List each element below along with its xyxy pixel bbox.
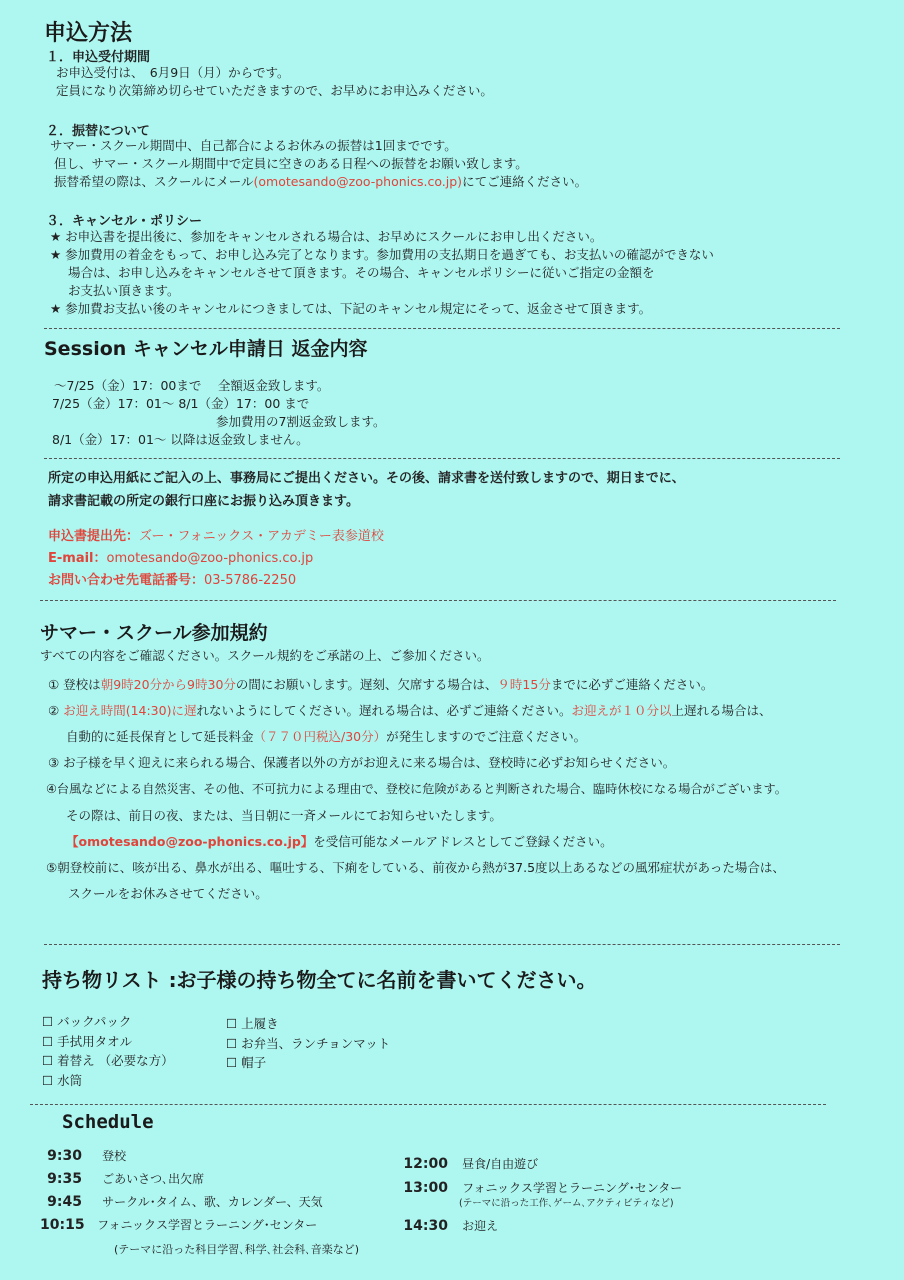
- rules-intro: すべての内容をご確認ください。スクール規約をご承諾の上、ご参加ください。: [40, 648, 490, 663]
- divider: [30, 1104, 826, 1105]
- rule-1-e: までに必ずご連絡ください。: [550, 677, 714, 692]
- belongings-title: 持ち物リスト :お子様の持ち物全てに名前を書いてください。: [42, 968, 597, 992]
- p2-line3: [54, 173, 587, 191]
- schedule-label: 登校: [102, 1149, 127, 1163]
- rule-4-cont: その際は、前日の夜、または、当日朝に一斉メールにてお知らせいたします。: [66, 808, 502, 823]
- payment-line1: 所定の申込用紙にご記入の上、事務局にご提出ください。その後、請求書を送付致しますので、期日までに、: [48, 471, 685, 486]
- rule-1: [48, 676, 713, 694]
- schedule-label: 昼食/自由遊び: [462, 1157, 539, 1171]
- divider: [44, 328, 840, 329]
- rule-2-e: 上遅れる場合は、: [671, 703, 772, 718]
- schedule-right-note: (テーマに沿った工作､ゲーム､アクティビティなど): [459, 1198, 674, 1209]
- schedule-title: Schedule: [62, 1111, 154, 1133]
- rule-4-email-note: を受信可能なメールアドレスとしてご登録ください。: [313, 834, 613, 849]
- schedule-time: 10:15: [40, 1217, 85, 1233]
- divider: [44, 458, 840, 459]
- belongings-item: ☐ お弁当、ランチョンマット: [226, 1035, 391, 1051]
- schedule-label: フォニックス学習とラーニング･センター: [462, 1181, 683, 1195]
- schedule-left-note: (テーマに沿った科目学習､科学､社会科､音楽など): [114, 1243, 360, 1256]
- contact-submit-value: ズー・フォニックス・アカデミー表参道校: [139, 529, 384, 544]
- refund-line4: 8/1（金）17：01～ 以降は返金致しません。: [52, 432, 309, 447]
- payment-line2: 請求書記載の所定の銀行口座にお振り込み頂きます。: [48, 494, 359, 509]
- belongings-item: ☐ 帽子: [226, 1055, 267, 1070]
- schedule-time: 9:30: [47, 1148, 82, 1164]
- p3-line2: ★ 参加費用の着金をもって、お申し込み完了となります。参加費用の支払期日を過ぎても、お支払いの確認ができない: [50, 247, 714, 262]
- schedule-row: [40, 1147, 323, 1170]
- p2-heading: ２．振替について: [46, 124, 150, 139]
- p1-heading: １．申込受付期間: [46, 50, 151, 65]
- belongings-item: ☐ 上履き: [226, 1016, 279, 1031]
- application-method-title: 申込方法: [44, 21, 133, 46]
- belongings-item: ☐ 水筒: [42, 1072, 83, 1088]
- schedule-row: [398, 1217, 682, 1241]
- p3-line1: ★ お申込書を提出後に、参加をキャンセルされる場合は、お早めにスクールにお申し出ください。: [50, 229, 603, 244]
- rule-2b-fee: （７７０円税込/30分）: [253, 729, 387, 744]
- schedule-label: サークル･タイム、歌、カレンダー、天気: [102, 1195, 323, 1209]
- cancel-refund-title: Session キャンセル申請日 返金内容: [44, 338, 368, 360]
- p3-line3: 場合は、お申し込みをキャンセルさせて頂きます。その場合、キャンセルポリシーに従いご指定の金額を: [68, 265, 655, 280]
- schedule-row: [398, 1179, 682, 1197]
- belongings-right: [226, 1014, 390, 1073]
- schedule-label: お迎え: [462, 1219, 499, 1233]
- belongings-left: [42, 1012, 174, 1090]
- divider: [40, 600, 836, 601]
- belongings-item: ☐ 手拭用タオル: [42, 1033, 133, 1049]
- schedule-label: フォニックス学習とラーニング･センター: [97, 1218, 318, 1232]
- rule-5: ⑤朝登校前に、咳が出る、鼻水が出る、嘔吐する、下痢をしている、前夜から熱が37.5度以上あるなどの風邪症状があった場合は、: [46, 860, 785, 875]
- p2-email-link[interactable]: (omotesando@zoo-phonics.co.jp): [253, 174, 463, 189]
- contact-email: [48, 550, 313, 568]
- rules-title: サマー・スクール参加規約: [40, 622, 268, 644]
- schedule-time: 14:30: [403, 1218, 448, 1234]
- rule-2-c: れないようにしてください。遅れる場合は、必ずご連絡ください。: [196, 703, 572, 718]
- p1-line1: お申込受付は、 6月9日（月）からです。: [56, 65, 290, 80]
- rule-1-arrival-time: 朝9時20分から9時30分: [100, 677, 236, 692]
- belongings-item: ☐ バックパック: [42, 1014, 132, 1029]
- refund-line3: 参加費用の7割返金致します。: [216, 414, 386, 429]
- contact-email-label: E-mail：: [48, 551, 107, 566]
- schedule-label: ごあいさつ､出欠席: [102, 1172, 205, 1186]
- p2-line2: 但し、サマー・スクール期間中で定員に空きのある日程への振替をお願い致します。: [54, 156, 528, 171]
- rule-3: ③ お子様を早く迎えに来られる場合、保護者以外の方がお迎えに来る場合は、登校時に必ずお知らせください。: [48, 755, 676, 770]
- schedule-row: [398, 1155, 682, 1179]
- contact-phone: [48, 572, 296, 590]
- rule-1-c: の間にお願いします。遅刻、欠席する場合は、: [235, 677, 498, 692]
- divider: [44, 944, 840, 945]
- p2-line3-c: にてご連絡ください。: [462, 174, 588, 189]
- rule-5-cont: スクールをお休みさせてください。: [68, 886, 268, 901]
- p1-line2: 定員になり次第締め切らせていただきますので、お早めにお申込みください。: [56, 83, 493, 98]
- rule-4-email: [66, 833, 613, 851]
- p2-line1: サマー・スクール期間中、自己都合によるお休みの振替は1回までです。: [50, 138, 457, 153]
- rule-2: [48, 702, 772, 720]
- schedule-row: [40, 1170, 323, 1193]
- rule-2-pickup-time: お迎え時間(14:30)に遅: [63, 703, 197, 718]
- rule-2-a: ②: [48, 703, 64, 718]
- refund-line1: ～7/25（金）17：00まで 全額返金致します。: [54, 378, 330, 393]
- schedule-time: 9:45: [47, 1194, 82, 1210]
- rule-1-deadline: ９時15分: [497, 677, 551, 692]
- p3-heading: ３．キャンセル・ポリシー: [46, 214, 203, 229]
- schedule-left: [40, 1147, 323, 1239]
- refund-line2: 7/25（金）17：01～ 8/1（金）17：00 まで: [52, 396, 310, 411]
- schedule-time: 13:00: [403, 1180, 448, 1196]
- contact-submit: [48, 528, 384, 546]
- rule-2b-c: が発生しますのでご注意ください。: [386, 729, 587, 744]
- belongings-item: ☐ 着替え （必要な方）: [42, 1053, 174, 1068]
- schedule-row: [40, 1193, 323, 1216]
- schedule-time: 12:00: [403, 1156, 448, 1172]
- rule-4-email-link[interactable]: 【omotesando@zoo-phonics.co.jp】: [66, 834, 314, 849]
- schedule-row: [40, 1216, 323, 1239]
- rule-4: ④台風などによる自然災害、その他、不可抗力による理由で、登校に危険があると判断された場合、臨時休校になる場合がございます。: [46, 782, 787, 796]
- rule-1-a: ① 登校は: [48, 677, 101, 692]
- schedule-time: 9:35: [47, 1171, 82, 1187]
- rule-2-late: お迎えが１０分以: [571, 703, 672, 718]
- contact-phone-label: お問い合わせ先電話番号：: [48, 573, 205, 588]
- p3-line4: お支払い頂きます。: [68, 283, 180, 298]
- contact-email-link[interactable]: omotesando@zoo-phonics.co.jp: [106, 551, 314, 566]
- p3-line5: ★ 参加費お支払い後のキャンセルにつきましては、下記のキャンセル規定にそって、返金させて頂きます。: [50, 301, 652, 316]
- rule-2b-a: 自動的に延長保育として延長料金: [66, 729, 254, 744]
- p2-line3-a: 振替希望の際は、スクールにメール: [54, 174, 254, 189]
- rule-2-cont: [66, 728, 586, 746]
- contact-submit-label: 申込書提出先：: [48, 529, 140, 544]
- contact-phone-value[interactable]: 03-5786-2250: [204, 573, 297, 588]
- schedule-right: [398, 1155, 682, 1241]
